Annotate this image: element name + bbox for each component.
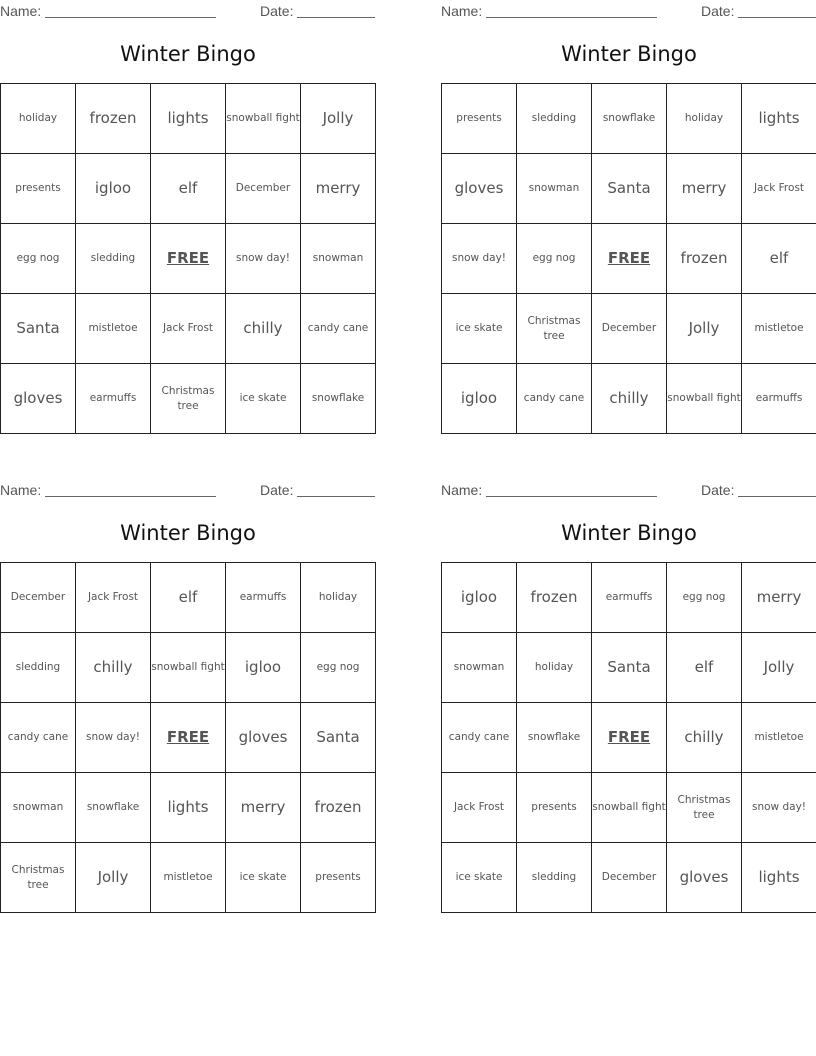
bingo-cell: snowman [517,154,592,224]
bingo-row [442,633,816,703]
bingo-cell: chilly [592,364,667,434]
bingo-cell: gloves [442,154,517,224]
bingo-cell: snowman [301,224,376,294]
bingo-cell: Jack Frost [742,154,816,224]
bingo-cell: gloves [1,364,76,434]
card-header-fields [441,479,816,501]
bingo-cell: earmuffs [592,563,667,633]
bingo-cell: snowflake [301,364,376,434]
bingo-cell: egg nog [517,224,592,294]
name-label: Name: [441,3,483,19]
date-label: Date: [260,482,294,498]
bingo-cell: elf [151,563,226,633]
bingo-cell: snow day! [226,224,301,294]
bingo-row [1,84,376,154]
bingo-cell: Santa [301,703,376,773]
name-label: Name: [0,3,42,19]
bingo-cell: ice skate [442,294,517,364]
card-title: Winter Bingo [120,42,256,66]
date-label: Date: [260,3,294,19]
bingo-cell: Jack Frost [151,294,226,364]
name-blank-line [45,495,216,497]
bingo-cell: lights [742,843,816,913]
bingo-cell: Jolly [742,633,816,703]
bingo-cell: candy cane [1,703,76,773]
free-space: FREE [151,703,226,773]
bingo-cell: sledding [76,224,151,294]
bingo-cell: ice skate [226,843,301,913]
bingo-cell: earmuffs [76,364,151,434]
bingo-cell: candy cane [301,294,376,364]
bingo-cell: Jack Frost [76,563,151,633]
bingo-cell: merry [301,154,376,224]
free-space: FREE [592,703,667,773]
bingo-cell: snow day! [76,703,151,773]
bingo-cell: igloo [442,364,517,434]
bingo-cell: merry [742,563,816,633]
bingo-row [1,224,376,294]
bingo-cell: egg nog [667,563,742,633]
bingo-row [1,563,376,633]
bingo-cell: chilly [76,633,151,703]
bingo-cell: earmuffs [742,364,816,434]
name-label: Name: [0,482,42,498]
bingo-cell: frozen [517,563,592,633]
bingo-cell: lights [151,84,226,154]
date-label: Date: [701,482,735,498]
bingo-cell: Jack Frost [442,773,517,843]
bingo-cell: snowman [442,633,517,703]
bingo-cell: holiday [1,84,76,154]
name-field [441,482,657,498]
bingo-cell: December [592,843,667,913]
bingo-cell: December [1,563,76,633]
bingo-cell: holiday [517,633,592,703]
name-field [0,482,216,498]
bingo-cell: mistletoe [151,843,226,913]
bingo-cell: presents [1,154,76,224]
bingo-row [442,154,816,224]
bingo-cell: gloves [226,703,301,773]
bingo-cell: chilly [667,703,742,773]
date-field [260,482,375,498]
bingo-cell: Jolly [667,294,742,364]
date-blank-line [297,16,375,18]
bingo-row [442,773,816,843]
bingo-cell: Christmas tree [517,294,592,364]
bingo-row [1,703,376,773]
bingo-cell: Jolly [76,843,151,913]
date-blank-line [297,495,375,497]
card-title: Winter Bingo [561,521,697,545]
bingo-cell: mistletoe [76,294,151,364]
bingo-cell: Christmas tree [667,773,742,843]
bingo-cell: snowball fight [151,633,226,703]
bingo-row [442,84,816,154]
bingo-row [1,154,376,224]
bingo-cell: ice skate [226,364,301,434]
bingo-cell: merry [667,154,742,224]
date-label: Date: [701,3,735,19]
bingo-grid [441,562,816,913]
bingo-cell: December [592,294,667,364]
bingo-cell: igloo [226,633,301,703]
bingo-cell: Santa [592,154,667,224]
bingo-row [442,224,816,294]
bingo-row [442,843,816,913]
bingo-row [442,703,816,773]
bingo-cell: mistletoe [742,703,816,773]
bingo-cell: gloves [667,843,742,913]
bingo-cell: egg nog [301,633,376,703]
bingo-cell: elf [151,154,226,224]
bingo-row [442,563,816,633]
bingo-cell: frozen [667,224,742,294]
bingo-cell: presents [442,84,517,154]
bingo-cell: snowman [1,773,76,843]
bingo-cell: holiday [667,84,742,154]
name-field [441,3,657,19]
date-blank-line [738,495,816,497]
bingo-row [1,843,376,913]
card-title: Winter Bingo [120,521,256,545]
bingo-cell: sledding [1,633,76,703]
bingo-cell: presents [301,843,376,913]
bingo-cell: Santa [1,294,76,364]
card-header-fields [441,0,816,22]
card-header-fields [0,479,376,501]
bingo-cell: mistletoe [742,294,816,364]
bingo-cell: snow day! [742,773,816,843]
date-field [701,482,816,498]
bingo-cell: igloo [442,563,517,633]
bingo-cell: sledding [517,84,592,154]
bingo-cell: snowflake [76,773,151,843]
bingo-row [1,633,376,703]
bingo-cell: sledding [517,843,592,913]
bingo-cell: merry [226,773,301,843]
free-space: FREE [151,224,226,294]
bingo-cell: snowball fight [667,364,742,434]
name-label: Name: [441,482,483,498]
bingo-grid [0,562,376,913]
bingo-cell: holiday [301,563,376,633]
bingo-cell: frozen [301,773,376,843]
bingo-cell: ice skate [442,843,517,913]
bingo-cell: elf [742,224,816,294]
bingo-cell: presents [517,773,592,843]
bingo-cell: snow day! [442,224,517,294]
bingo-cell: frozen [76,84,151,154]
name-blank-line [486,16,657,18]
bingo-cell: snowflake [517,703,592,773]
bingo-cell: elf [667,633,742,703]
free-space: FREE [592,224,667,294]
bingo-cell: December [226,154,301,224]
bingo-cell: snowflake [592,84,667,154]
bingo-cell: earmuffs [226,563,301,633]
card-header-fields [0,0,376,22]
bingo-cell: Christmas tree [1,843,76,913]
bingo-cell: lights [151,773,226,843]
bingo-grid [0,83,376,434]
bingo-cell: lights [742,84,816,154]
bingo-grid [441,83,816,434]
name-blank-line [486,495,657,497]
bingo-cell: snowball fight [226,84,301,154]
date-field [260,3,375,19]
card-title: Winter Bingo [561,42,697,66]
date-field [701,3,816,19]
name-field [0,3,216,19]
bingo-row [1,294,376,364]
bingo-cell: candy cane [442,703,517,773]
bingo-cell: chilly [226,294,301,364]
bingo-cell: egg nog [1,224,76,294]
bingo-cell: candy cane [517,364,592,434]
date-blank-line [738,16,816,18]
bingo-cell: Jolly [301,84,376,154]
name-blank-line [45,16,216,18]
bingo-cell: Christmas tree [151,364,226,434]
bingo-row [1,773,376,843]
bingo-cell: snowball fight [592,773,667,843]
bingo-row [442,294,816,364]
bingo-cell: Santa [592,633,667,703]
bingo-row [1,364,376,434]
bingo-cell: igloo [76,154,151,224]
bingo-row [442,364,816,434]
